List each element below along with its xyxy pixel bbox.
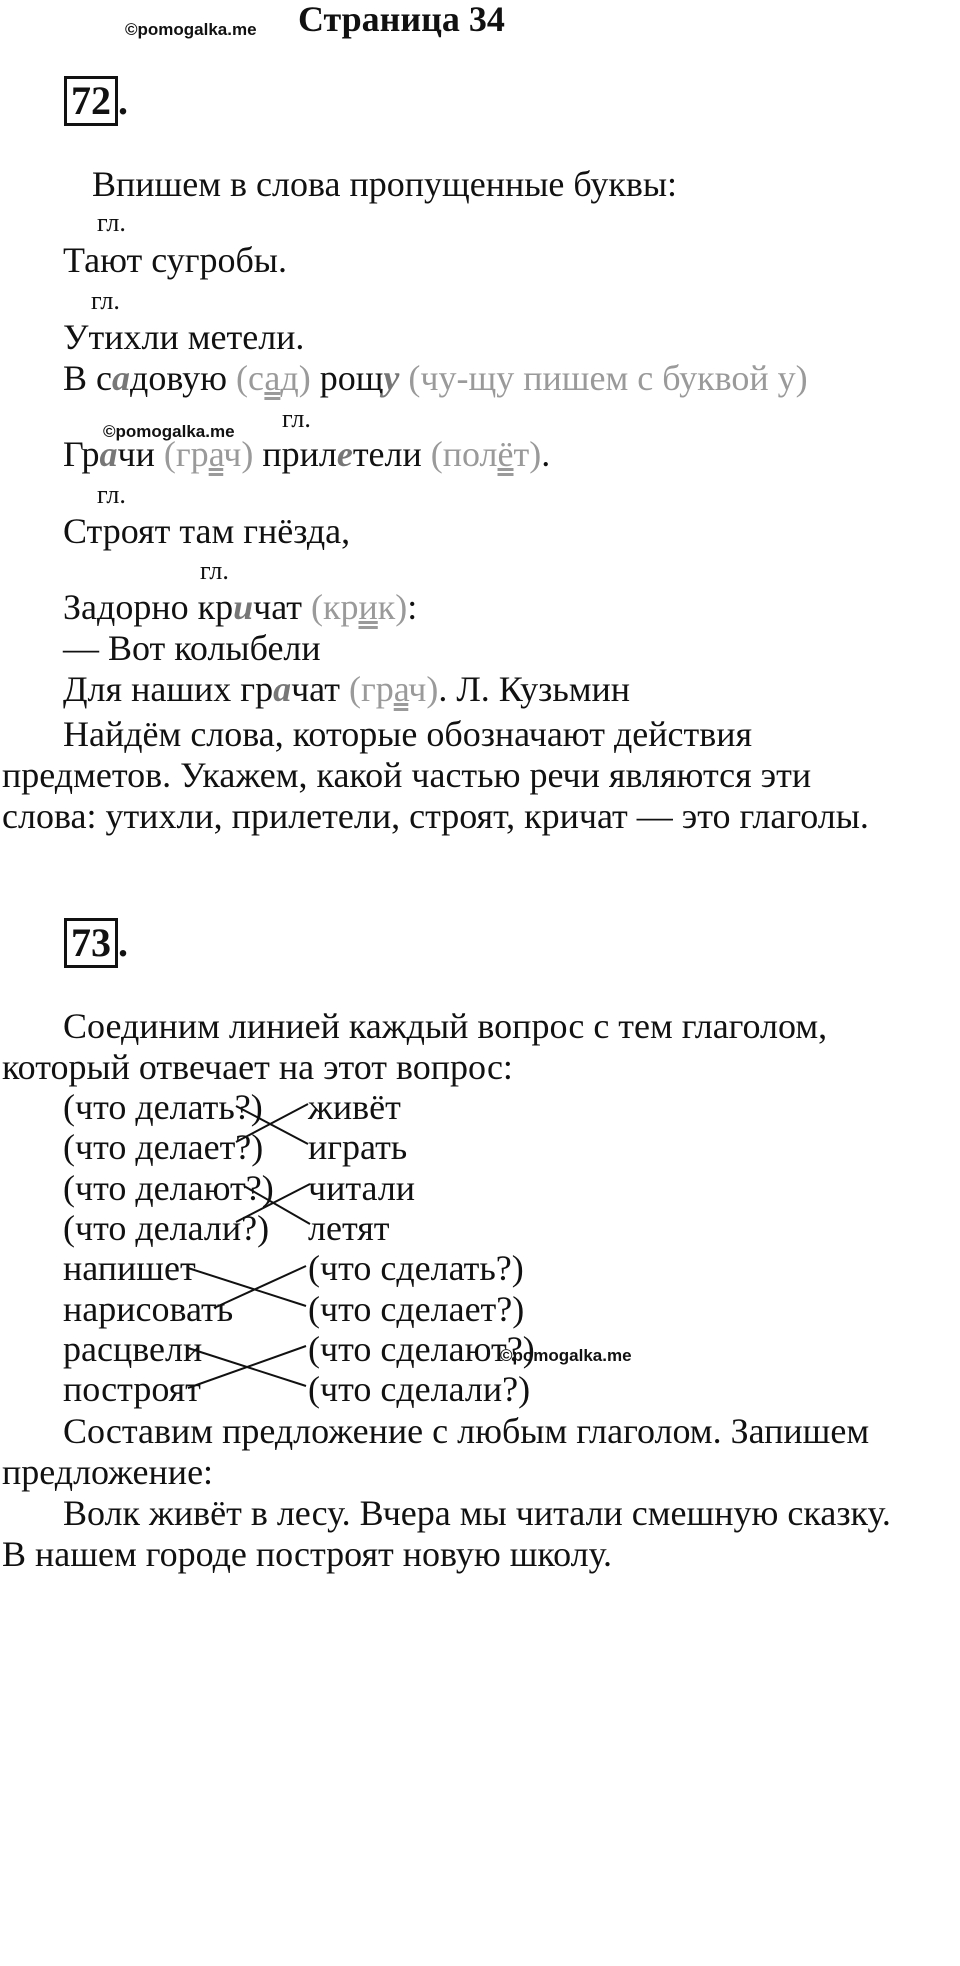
task73-outro: Составим предложение с любым глаголом. Запишем <box>63 1411 870 1451</box>
hint: (грач) <box>348 669 439 709</box>
hint: (полёт) <box>430 434 542 474</box>
task-number-73: 73 . <box>64 918 128 968</box>
match-left-item: (что делают?) <box>63 1168 274 1208</box>
match-right-item: летят <box>308 1208 390 1248</box>
task73-intro: Соединим линией каждый вопрос с тем глаголом, <box>63 1006 828 1046</box>
task73-intro: который отвечает на этот вопрос: <box>2 1047 513 1087</box>
word-part: рощ <box>310 358 384 398</box>
connector-line <box>188 1346 306 1388</box>
inserted-letter: а <box>99 434 118 474</box>
connector-line <box>244 1186 310 1224</box>
word-part: довую <box>130 358 236 398</box>
answer-line: Волк живёт в лесу. Вчера мы читали смешную сказку. <box>63 1493 891 1533</box>
hint: (грач) <box>163 434 254 474</box>
match-right-item: (что сделает?) <box>308 1289 525 1329</box>
gl-label: гл. <box>200 556 229 585</box>
hint: (крик) <box>311 587 408 627</box>
task72-intro: Впишем в слова пропущенные буквы: <box>92 164 678 204</box>
inserted-letter: а <box>112 358 130 398</box>
match-left-item: расцвели <box>63 1329 203 1369</box>
poem-line-7: — Вот колыбели <box>63 628 321 668</box>
poem-line-1: Тают сугробы. <box>63 240 287 280</box>
task73-outro: предложение: <box>2 1452 214 1492</box>
inserted-letter: и <box>233 587 254 627</box>
watermark: ©pomogalka.me <box>125 20 257 39</box>
poem-line-4: Грачи (грач) прилетели (полёт). <box>63 434 551 474</box>
hint: (сад) <box>235 358 311 398</box>
inserted-letter: у <box>383 358 400 398</box>
paragraph-line: Найдём слова, которые обозначают действия <box>63 714 753 754</box>
watermark: ©pomogalka.me <box>103 422 235 441</box>
poem-line-5: Строят там гнёзда, <box>63 511 351 551</box>
inserted-letter: е <box>336 434 353 474</box>
gl-label: гл. <box>91 286 120 315</box>
match-right-item: играть <box>308 1127 408 1167</box>
page-title: Страница 34 <box>298 0 505 39</box>
watermark: ©pomogalka.me <box>500 1346 632 1365</box>
match-right-item: (что сделают?) <box>308 1329 535 1369</box>
match-left-item: нарисовать <box>63 1289 234 1329</box>
word-part: В с <box>63 358 112 398</box>
gl-label: гл. <box>97 208 126 237</box>
inserted-letter: а <box>273 669 292 709</box>
match-right-item: (что сделали?) <box>308 1369 531 1409</box>
match-right-item: живёт <box>308 1087 401 1127</box>
poem-line-2: Утихли метели. <box>63 317 305 357</box>
task-number-72: 72 . <box>64 76 128 126</box>
match-left-item: (что делали?) <box>63 1208 270 1248</box>
hint: (чу-щу пишем с буквой у) <box>399 358 808 398</box>
task-number-box: 73 <box>64 918 118 968</box>
gl-label: гл. <box>282 404 311 433</box>
match-right-item: читали <box>308 1168 416 1208</box>
connector-line <box>236 1184 310 1222</box>
answer-line: В нашем городе построят новую школу. <box>2 1534 612 1574</box>
poem-line-6: Задорно кричат (крик): <box>63 587 418 627</box>
paragraph-line: предметов. Укажем, какой частью речи являются эти <box>2 755 812 795</box>
task-number-box: 72 <box>64 76 118 126</box>
match-left-item: построят <box>63 1369 201 1409</box>
paragraph-line: слова: утихли, прилетели, строят, кричат — это глаголы. <box>2 796 869 836</box>
connector-line <box>236 1106 308 1144</box>
match-left-item: (что делать?) <box>63 1087 263 1127</box>
match-left-item: (что делает?) <box>63 1127 264 1167</box>
gl-label: гл. <box>97 480 126 509</box>
match-left-item: напишет <box>63 1248 196 1288</box>
poem-line-8: Для наших грачат (грач). Л. Кузьмин <box>63 669 631 709</box>
match-right-item: (что сделать?) <box>308 1248 524 1288</box>
connector-line <box>236 1104 308 1142</box>
